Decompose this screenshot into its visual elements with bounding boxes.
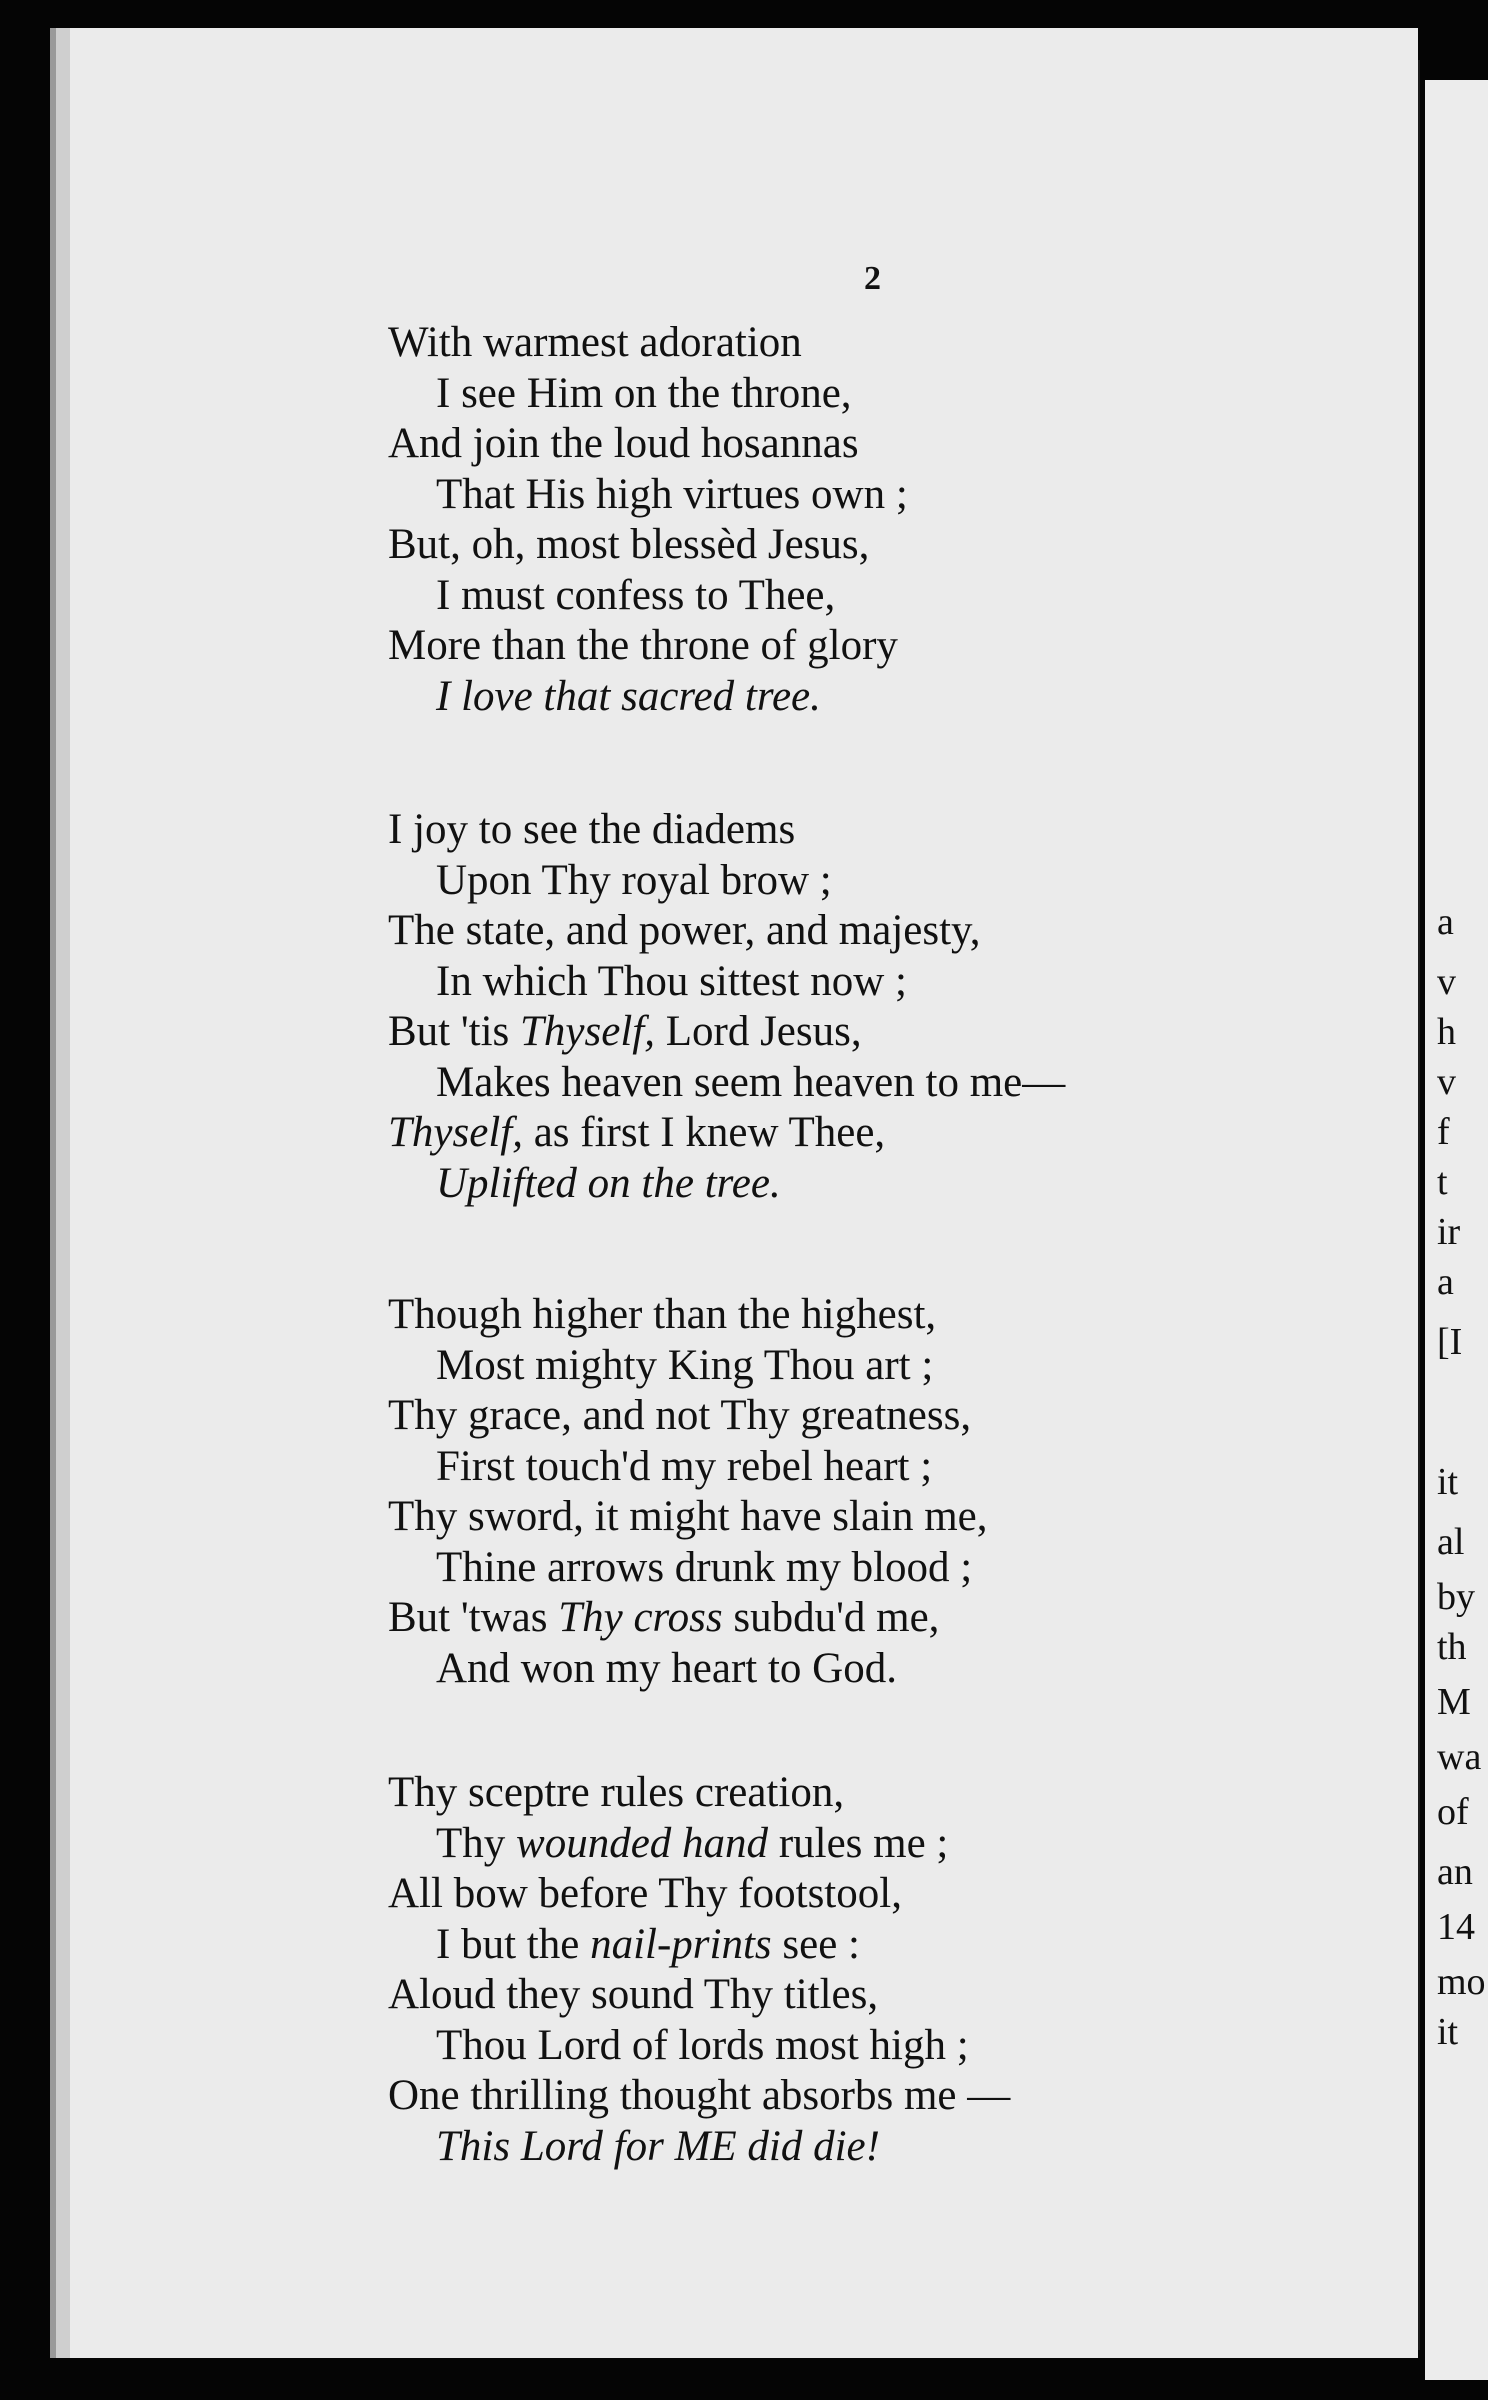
poem-line: Makes heaven seem heaven to me— xyxy=(436,1058,1066,1106)
poem-line: Thou Lord of lords most high ; xyxy=(436,2021,969,2069)
poem-line: Most mighty King Thou art ; xyxy=(436,1341,934,1389)
poem-line: Thy grace, and not Thy greatness, xyxy=(388,1392,972,1439)
poem-line: I see Him on the throne, xyxy=(436,369,852,417)
adjacent-page-fragment: al xyxy=(1437,1521,1465,1563)
adjacent-page-fragment: 14 xyxy=(1437,1906,1475,1948)
stanza xyxy=(388,318,908,722)
line-emphasis: wounded hand xyxy=(516,1819,769,1867)
poem-line: Aloud they sound Thy titles, xyxy=(388,1971,879,2018)
adjacent-page-fragment: f xyxy=(1437,1111,1450,1153)
adjacent-page-fragment: an xyxy=(1437,1851,1473,1893)
adjacent-page-fragment: M xyxy=(1437,1681,1471,1723)
page-number: 2 xyxy=(864,260,881,297)
poem-line: More than the throne of glory xyxy=(388,622,898,669)
poem-line: Though higher than the highest, xyxy=(388,1291,937,1338)
poem-line: In which Thou sittest now ; xyxy=(436,957,907,1005)
adjacent-page-fragment: th xyxy=(1437,1626,1467,1668)
poem-line: Uplifted on the tree. xyxy=(436,1159,781,1207)
poem-line xyxy=(388,1108,1065,1159)
adjacent-page-fragment: a xyxy=(1437,1261,1454,1303)
poem-line xyxy=(388,1007,1065,1058)
adjacent-page-fragment: ir xyxy=(1437,1211,1461,1253)
poem-line xyxy=(388,1819,1010,1870)
poem-line: I must confess to Thee, xyxy=(436,571,836,619)
poem-line: That His high virtues own ; xyxy=(436,470,908,518)
adjacent-page-fragment: [I xyxy=(1437,1321,1463,1363)
poem-line: And join the loud hosannas xyxy=(388,420,859,467)
adjacent-page-edge xyxy=(1425,80,1488,2380)
poem-line: I love that sacred tree. xyxy=(436,672,821,720)
poem-line: But, oh, most blessèd Jesus, xyxy=(388,521,870,568)
line-text: see : xyxy=(771,1920,860,1968)
adjacent-page-fragment: v xyxy=(1437,1061,1456,1103)
adjacent-page-fragment: mo xyxy=(1437,1961,1486,2003)
line-text: I but the xyxy=(436,1920,591,1968)
stanza xyxy=(388,1768,1010,2172)
adjacent-page-fragment: h xyxy=(1437,1011,1456,1053)
line-emphasis: Thyself, xyxy=(520,1008,655,1055)
line-text: Thy xyxy=(436,1819,517,1867)
line-text: subdu'd me, xyxy=(722,1594,940,1641)
poem-line: And won my heart to God. xyxy=(436,1644,897,1692)
poem-line xyxy=(388,1920,1010,1971)
line-text: Lord Jesus, xyxy=(654,1008,862,1055)
adjacent-page-fragment: v xyxy=(1437,961,1456,1003)
poem-line: Thine arrows drunk my blood ; xyxy=(436,1543,973,1591)
poem-line: Upon Thy royal brow ; xyxy=(436,856,832,904)
poem-line: Thy sceptre rules creation, xyxy=(388,1769,845,1816)
adjacent-page-fragment: by xyxy=(1437,1576,1475,1618)
poem-line: The state, and power, and majesty, xyxy=(388,907,981,954)
line-emphasis: Thyself, xyxy=(388,1109,523,1156)
line-emphasis: nail-prints xyxy=(590,1920,772,1968)
poem-line: This Lord for ME did die! xyxy=(436,2122,880,2170)
poem-line: With warmest adoration xyxy=(388,319,802,366)
poem-line: Thy sword, it might have slain me, xyxy=(388,1493,988,1540)
poem-line: First touch'd my rebel heart ; xyxy=(436,1442,933,1490)
adjacent-page-fragment: it xyxy=(1437,1461,1459,1503)
adjacent-page-fragment: t xyxy=(1437,1161,1448,1203)
line-emphasis: Thy cross xyxy=(558,1594,723,1641)
poem-line: One thrilling thought absorbs me — xyxy=(388,2072,1011,2119)
adjacent-page-fragment: it xyxy=(1437,2011,1459,2053)
poem-line xyxy=(388,1593,988,1644)
poem-line: All bow before Thy footstool, xyxy=(388,1870,902,1917)
line-text: But 'twas xyxy=(388,1594,559,1641)
stanza xyxy=(388,805,1065,1209)
stanza xyxy=(388,1290,988,1694)
line-text: rules me ; xyxy=(768,1819,949,1867)
poem-line: I joy to see the diadems xyxy=(388,806,796,853)
line-text: as first I knew Thee, xyxy=(522,1109,886,1156)
adjacent-page-fragment: of xyxy=(1437,1791,1469,1833)
adjacent-page-fragment: a xyxy=(1437,901,1454,943)
adjacent-page-fragment: wa xyxy=(1437,1736,1482,1778)
line-text: But 'tis xyxy=(388,1008,521,1055)
